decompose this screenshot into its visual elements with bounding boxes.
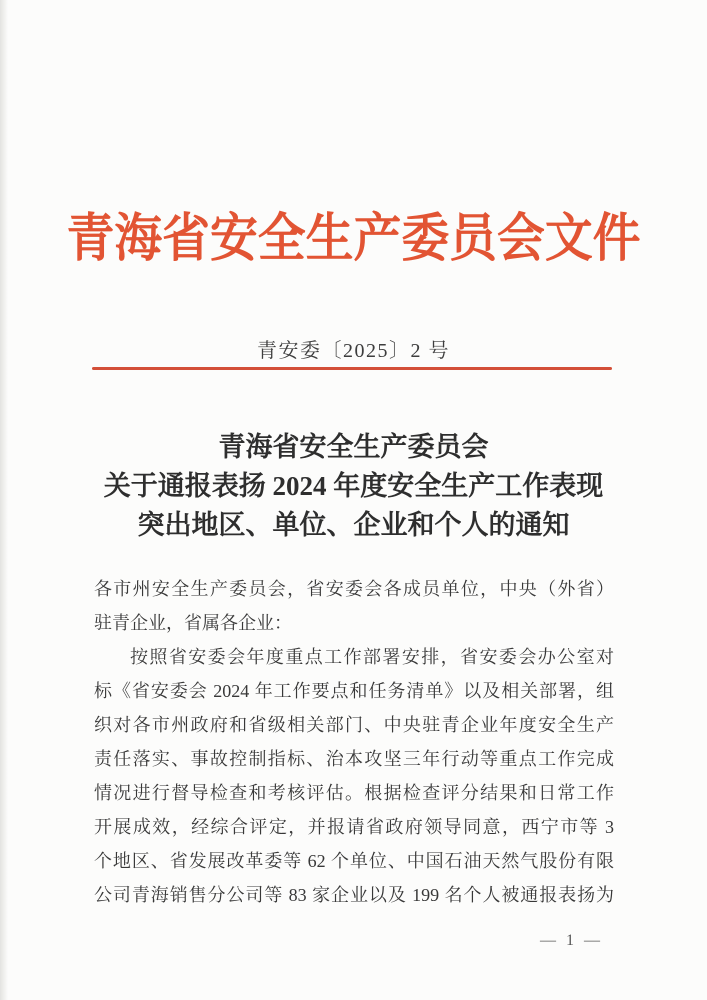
body-text-line: 责任落实、事故控制指标、治本攻坚三年行动等重点工作完成	[94, 749, 614, 769]
document-body	[94, 572, 614, 912]
page-number: — 1 —	[540, 932, 603, 949]
body-text-line: 各市州安全生产委员会，省安委会各成员单位，中央（外省）	[94, 579, 614, 599]
body-text-line: 个地区、省发展改革委等 62 个单位、中国石油天然气股份有限	[94, 851, 614, 871]
body-text-line: 公司青海销售分公司等 83 家企业以及 199 名个人被通报表扬为	[94, 885, 614, 905]
body-text-line: 织对各市州政府和省级相关部门、中央驻青企业年度安全生产	[94, 715, 614, 735]
document-title	[40, 428, 667, 545]
body-text-line: 情况进行督导检查和考核评估。根据检查评分结果和日常工作	[94, 783, 614, 803]
body-text-line: 标《省安委会 2024 年工作要点和任务清单》以及相关部署，组	[94, 681, 614, 701]
red-divider-rule	[92, 367, 612, 370]
red-header-title: 青海省安全生产委员会文件	[66, 211, 641, 268]
body-text-line: 驻青企业，省属各企业：	[94, 613, 292, 633]
document-number: 青安委〔2025〕2 号	[257, 340, 450, 362]
document-title-line: 青海省安全生产委员会	[218, 432, 489, 462]
document-title-line: 突出地区、单位、企业和个人的通知	[137, 510, 570, 540]
body-text-line: 按照省安委会年度重点工作部署安排，省安委会办公室对	[130, 647, 614, 667]
document-title-line: 关于通报表扬 2024 年度安全生产工作表现	[103, 471, 604, 501]
body-text-line: 开展成效，经综合评定，并报请省政府领导同意，西宁市等 3	[94, 817, 614, 837]
